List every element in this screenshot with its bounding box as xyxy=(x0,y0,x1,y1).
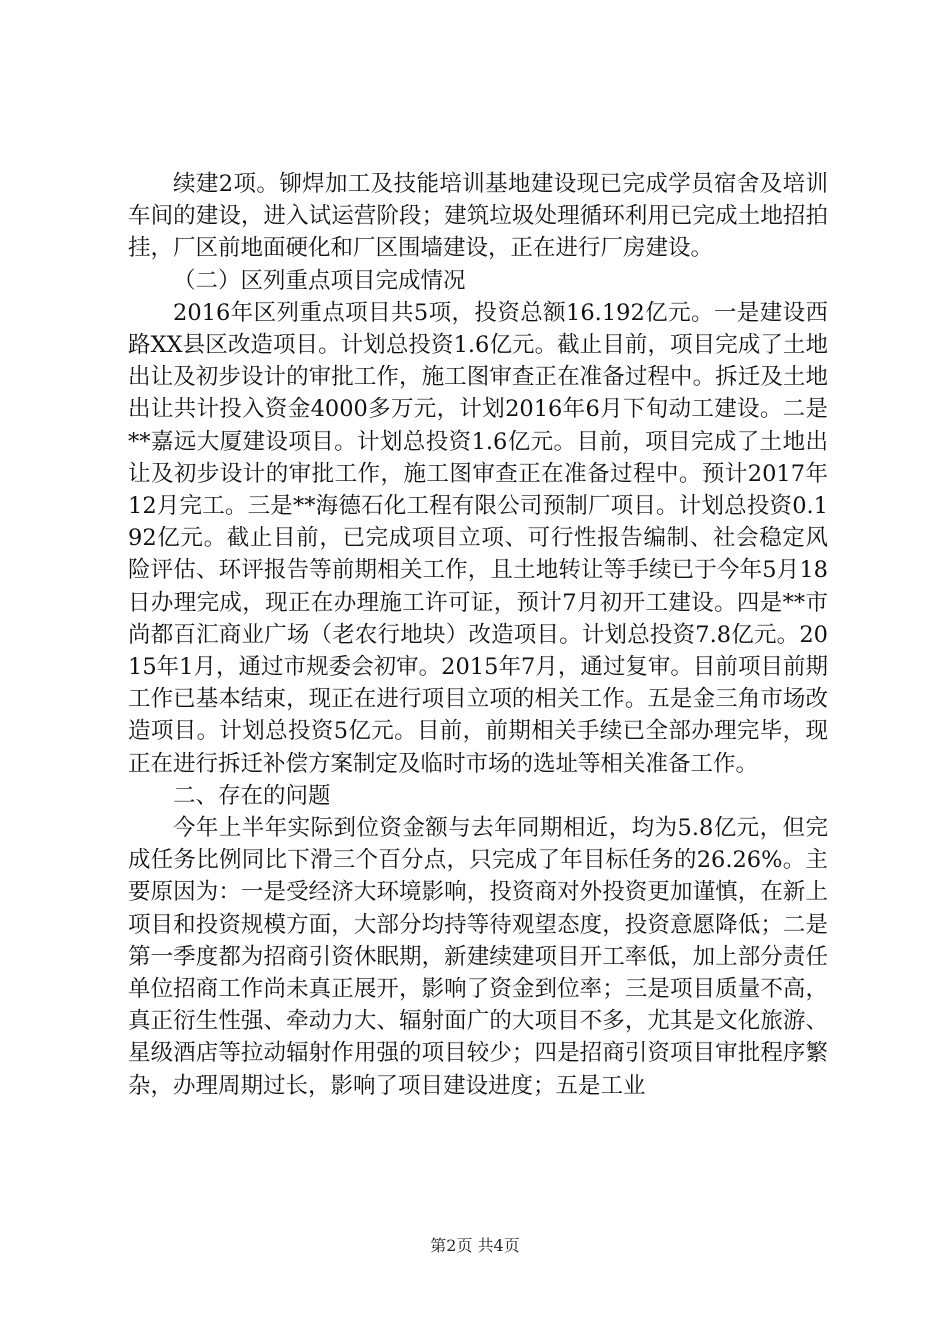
page-number-footer: 第2页 共4页 xyxy=(430,1236,520,1255)
section-heading-key-projects: （二）区列重点项目完成情况 xyxy=(173,267,466,294)
paragraph-key-projects: 2016年区列重点项目共5项，投资总额16.192亿元。一是建设西路XX县区改造项目。计划总投资1.6亿元。截止目前，项目完成了土地出让及初步设计的审批工作，施工图审查正在准备过程中。拆迁及土地出让共计投入资金4000多万元，计划2016年6月下旬动工建设。二是**嘉远大厦建设项目。计划总投资1.6亿元。目前，项目完成了土地出让及初步设计的审批工作，施工图审查正在准备过程中。预计2017年12月完工。三是**海德石化工程有限公司预制厂项目。计划总投资0.192亿元。截止目前，已完成项目立项、可行性报告编制、社会稳定风险评估、环评报告等前期相关工作，且土地转让等手续已于今年5月18日办理完成，现正在办理施工许可证，预计7月初开工建设。四是**市尚都百汇商业广场（老农行地块）改造项目。计划总投资7.8亿元。2015年1月，通过市规委会初审。2015年7月，通过复审。目前项目前期工作已基本结束，现正在进行项目立项的相关工作。五是金三角市场改造项目。计划总投资5亿元。目前，前期相关手续已全部办理完毕，现正在进行拆迁补偿方案制定及临时市场的选址等相关准备工作。 xyxy=(128,299,828,777)
document-body xyxy=(128,168,828,1102)
paragraph-continuation: 续建2项。铆焊加工及技能培训基地建设现已完成学员宿舍及培训车间的建设，进入试运营阶段；建筑垃圾处理循环利用已完成土地招拍挂，厂区前地面硬化和厂区围墙建设，正在进行厂房建设。 xyxy=(128,171,828,262)
paragraph-problems: 今年上半年实际到位资金额与去年同期相近，均为5.8亿元，但完成任务比例同比下滑三个百分点，只完成了年目标任务的26.26%。主要原因为：一是受经济大环境影响，投资商对外投资更加谨慎，在新上项目和投资规模方面，大部分均持等待观望态度，投资意愿降低；二是第一季度都为招商引资休眠期，新建续建项目开工率低，加上部分责任单位招商工作尚未真正展开，影响了资金到位率；三是项目质量不高，真正衍生性强、牵动力大、辐射面广的大项目不多，尤其是文化旅游、星级酒店等拉动辐射作用强的项目较少；四是招商引资项目审批程序繁杂，办理周期过长，影响了项目建设进度；五是工业 xyxy=(128,815,828,1099)
section-heading-problems: 二、存在的问题 xyxy=(173,782,331,809)
